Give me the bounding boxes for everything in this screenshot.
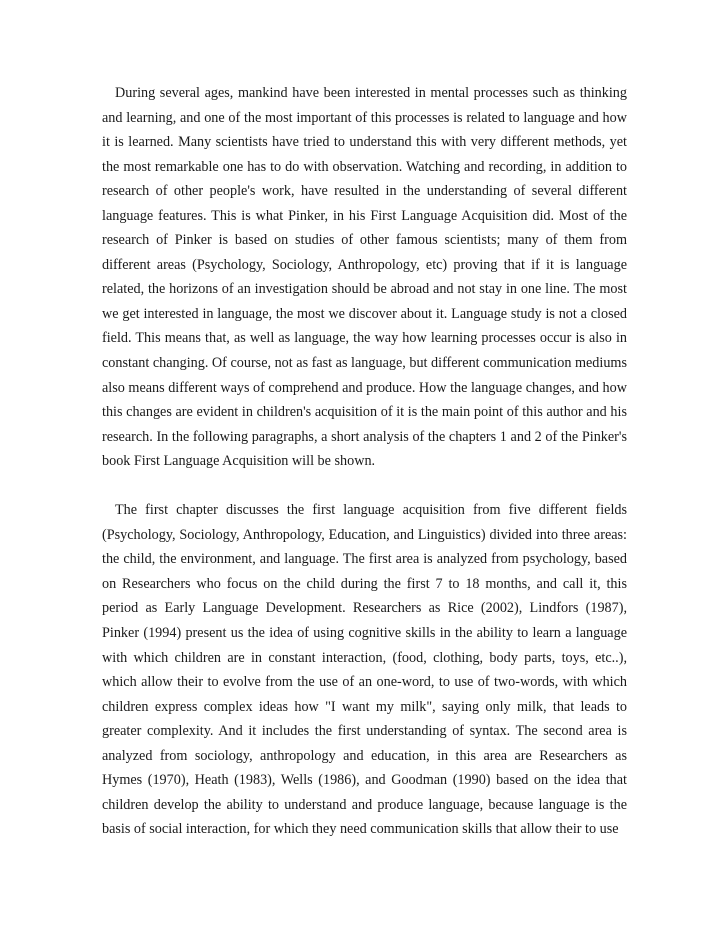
paragraph-intro: During several ages, mankind have been interested in mental processes such as thinking and learning, and one of the most important of this processes is related to language and how it is learned. Many scientists have tried to understand this with very different methods, yet the most remarkable one has to do with observation. Watching and recording, in addition to research of other people's work, have resulted in the understanding of several different language features. This is what Pinker, in his First Language Acquisition did. Most of the research of Pinker is based on studies of other famous scientists; many of them from different areas (Psychology, Sociology, Anthropology, etc) proving that if it is language related, the horizons of an investigation should be abroad and not stay in one line. The most we get interested in language, the most we discover about it. Language study is not a closed field. This means that, as well as language, the way how learning processes occur is also in constant changing. Of course, not as fast as language, but different communication mediums also means different ways of comprehend and produce. How the language changes, and how this changes are evident in children's acquisition of it is the main point of this author and his research. In the following paragraphs, a short analysis of the chapters 1 and 2 of the Pinker's book First Language Acquisition will be shown. <box>102 85 627 470</box>
paragraph-chapter-one: The first chapter discusses the first language acquisition from five different fields (Psychology, Sociology, Anthropology, Education, and Linguistics) divided into three areas: the child, the environment, and language. The first area is analyzed from psychology, based on Researchers who focus on the child during the first 7 to 18 months, and call it, this period as Early Language Development. Researchers as Rice (2002), Lindfors (1987), Pinker (1994) present us the idea of using cognitive skills in the ability to learn a language with which children are in constant interaction, (food, clothing, body parts, toys, etc..), which allow their to evolve from the use of an one-word, to use of two-words, with which children express complex ideas how "I want my milk", saying only milk, that leads to greater complexity. And it includes the first understanding of syntax. The second area is analyzed from sociology, anthropology and education, in this area are Researchers as Hymes (1970), Heath (1983), Wells (1986), and Goodman (1990) based on the idea that children develop the ability to understand and produce language, because language is the basis of social interaction, for which they need communication skills that allow their to use <box>102 502 627 838</box>
document-page <box>102 81 627 842</box>
